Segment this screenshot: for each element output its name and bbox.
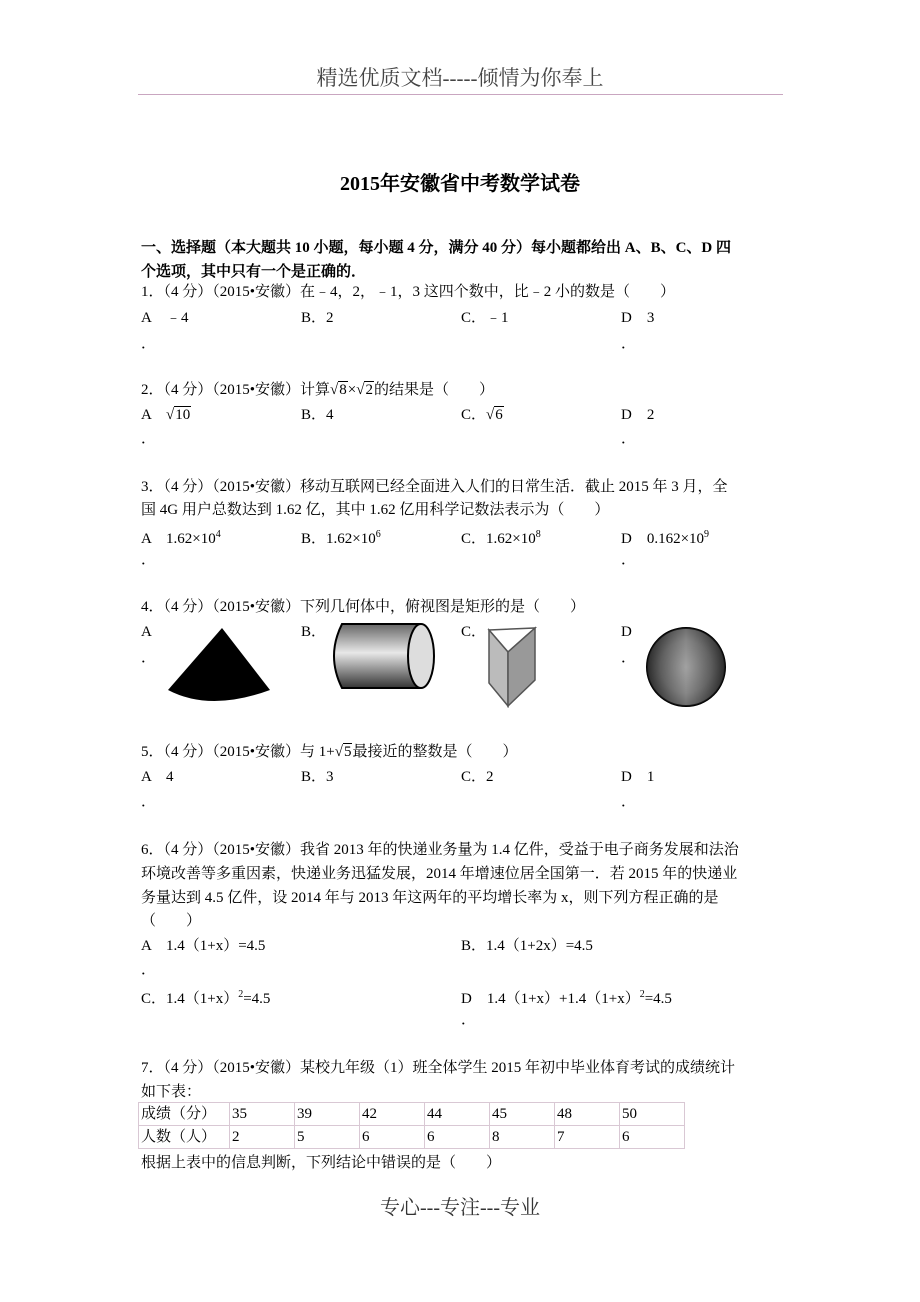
option-text: =4.5 — [243, 991, 271, 1007]
q4-option-b: B． — [301, 624, 327, 640]
dot: ． — [141, 650, 157, 666]
table-cell: 7 — [555, 1126, 620, 1149]
q2-stem-text: 2．（4 分）（2015•安徽）计算 — [141, 382, 331, 398]
table-row — [139, 1126, 685, 1149]
cone-figure — [168, 628, 270, 701]
table-cell: 45 — [490, 1103, 555, 1126]
table-cell: 成绩（分） — [139, 1103, 230, 1126]
table-cell: 48 — [555, 1103, 620, 1126]
section-heading-cont: 个选项，其中只有一个是正确的． — [141, 264, 367, 280]
q7-stem-cont: 如下表： — [141, 1084, 202, 1100]
q2-stem-text: 的结果是（ ） — [373, 382, 494, 398]
table-cell: 44 — [425, 1103, 490, 1126]
q2-option-d: D 2 — [621, 407, 655, 423]
q6-option-a: A 1.4（1+x）=4.5 — [141, 938, 266, 954]
radicand: 8 — [339, 382, 347, 398]
q1-stem: 1．（4 分）（2015•安徽）在﹣4，2，﹣1，3 这四个数中，比﹣2 小的数是（ ） — [141, 284, 676, 300]
table-cell: 6 — [620, 1126, 685, 1149]
q6-option-b: B．1.4（1+2x）=4.5 — [461, 938, 593, 954]
dot: ． — [621, 431, 637, 447]
q6-option-d — [461, 985, 672, 1009]
table-cell: 5 — [295, 1126, 360, 1149]
q3-stem-cont: 国 4G 用户总数达到 1.62 亿，其中 1.62 亿用科学记数法表示为（ ） — [141, 502, 610, 518]
page-footer: 专心---专注---专业 — [380, 1197, 540, 1219]
radicand: 10 — [175, 407, 191, 423]
dot: ． — [141, 336, 157, 352]
q4-option-d: D — [621, 624, 632, 640]
q5-option-b: B．3 — [301, 769, 334, 785]
q7-question: 根据上表中的信息判断，下列结论中错误的是（ ） — [141, 1155, 502, 1171]
dot: ． — [141, 552, 157, 568]
option-text: C．1.62×10 — [461, 531, 536, 547]
option-text: D 0.162×10 — [621, 531, 705, 547]
q5-option-d: D 1 — [621, 769, 655, 785]
exponent: 2 — [238, 989, 244, 1000]
table-cell: 39 — [295, 1103, 360, 1126]
dot: ． — [621, 650, 637, 666]
table-cell: 6 — [425, 1126, 490, 1149]
table-cell: 35 — [230, 1103, 295, 1126]
option-text: A 1.62×10 — [141, 531, 216, 547]
table-cell: 2 — [230, 1126, 295, 1149]
dot: ． — [141, 962, 157, 978]
q6-stem: 6．（4 分）（2015•安徽）我省 2013 年的快递业务量为 1.4 亿件，受益于电子商务发展和法治 — [141, 842, 739, 858]
section-heading: 一、选择题（本大题共 10 小题，每小题 4 分，满分 40 分）每小题都给出 A、B、C、D 四 — [141, 240, 732, 256]
q4-stem: 4．（4 分）（2015•安徽）下列几何体中，俯视图是矩形的是（ ） — [141, 599, 586, 615]
option-text: =4.5 — [644, 991, 672, 1007]
dot: ． — [141, 431, 157, 447]
exponent: 6 — [375, 529, 381, 540]
sphere-figure — [647, 628, 725, 706]
q5-stem-text: 最接近的整数是（ ） — [352, 744, 518, 760]
q1-option-a: A ﹣4 — [141, 310, 189, 326]
q5-stem: 5．（4 分）（2015•安徽）与 1+√5最接近的整数是（ ） — [141, 744, 518, 760]
prism-figure — [489, 628, 535, 706]
radicand: 6 — [495, 407, 503, 423]
dot: ． — [141, 794, 157, 810]
q5-stem-text: 5．（4 分）（2015•安徽）与 1+ — [141, 744, 335, 760]
q6-stem-cont: 环境改善等多重因素，快递业务迅猛发展，2014 年增速位居全国第一．若 2015 年的快递业 — [141, 866, 738, 882]
q6-option-c — [141, 985, 270, 1009]
q6-stem-cont: （ ） — [141, 913, 202, 929]
q5-option-c: C．2 — [461, 769, 494, 785]
q4-option-c: C． — [461, 624, 487, 640]
option-text: C．1.4（1+x） — [141, 991, 239, 1007]
q4-option-a: A — [141, 624, 152, 640]
score-table — [138, 1102, 685, 1149]
times: × — [347, 382, 357, 398]
exponent: 4 — [215, 529, 221, 540]
sqrt: √2 — [356, 382, 373, 398]
dot: ． — [621, 552, 637, 568]
q3-stem: 3．（4 分）（2015•安徽）移动互联网已经全面进入人们的日常生活．截止 2015 年 3 月，全 — [141, 479, 728, 495]
q1-option-b: B．2 — [301, 310, 334, 326]
table-cell: 8 — [490, 1126, 555, 1149]
dot: ． — [461, 1012, 477, 1028]
radicand: 5 — [343, 744, 352, 760]
table-cell: 6 — [360, 1126, 425, 1149]
q6-stem-cont: 务量达到 4.5 亿件，设 2014 年与 2013 年这两年的平均增长率为 x，则下列方程正确的是 — [141, 890, 719, 906]
exponent: 9 — [704, 529, 710, 540]
page-header: 精选优质文档-----倾情为你奉上 — [316, 66, 604, 90]
radicand: 2 — [365, 382, 373, 398]
q7-stem: 7．（4 分）（2015•安徽）某校九年级（1）班全体学生 2015 年初中毕业体育考试的成绩统计 — [141, 1060, 736, 1076]
table-row — [139, 1103, 685, 1126]
q1-option-c: C．﹣1 — [461, 310, 509, 326]
option-letter: C． — [461, 407, 487, 423]
q2-option-a: A √10 — [141, 407, 191, 423]
dot: ． — [621, 794, 637, 810]
q2-option-c: C．√6 — [461, 407, 503, 423]
table-cell: 50 — [620, 1103, 685, 1126]
table-cell: 42 — [360, 1103, 425, 1126]
option-letter: A — [141, 407, 152, 423]
dot: ． — [621, 336, 637, 352]
exponent: 2 — [639, 989, 645, 1000]
q2-option-b: B．4 — [301, 407, 334, 423]
cylinder-figure — [334, 624, 434, 688]
option-text: D 1.4（1+x）+1.4（1+x） — [461, 991, 640, 1007]
table-cell: 人数（人） — [139, 1126, 230, 1149]
q1-option-d: D 3 — [621, 310, 655, 326]
exponent: 8 — [535, 529, 541, 540]
option-text: B．1.62×10 — [301, 531, 376, 547]
sqrt: √8 — [330, 382, 347, 398]
page-title: 2015年安徽省中考数学试卷 — [340, 173, 580, 195]
q5-option-a: A 4 — [141, 769, 174, 785]
